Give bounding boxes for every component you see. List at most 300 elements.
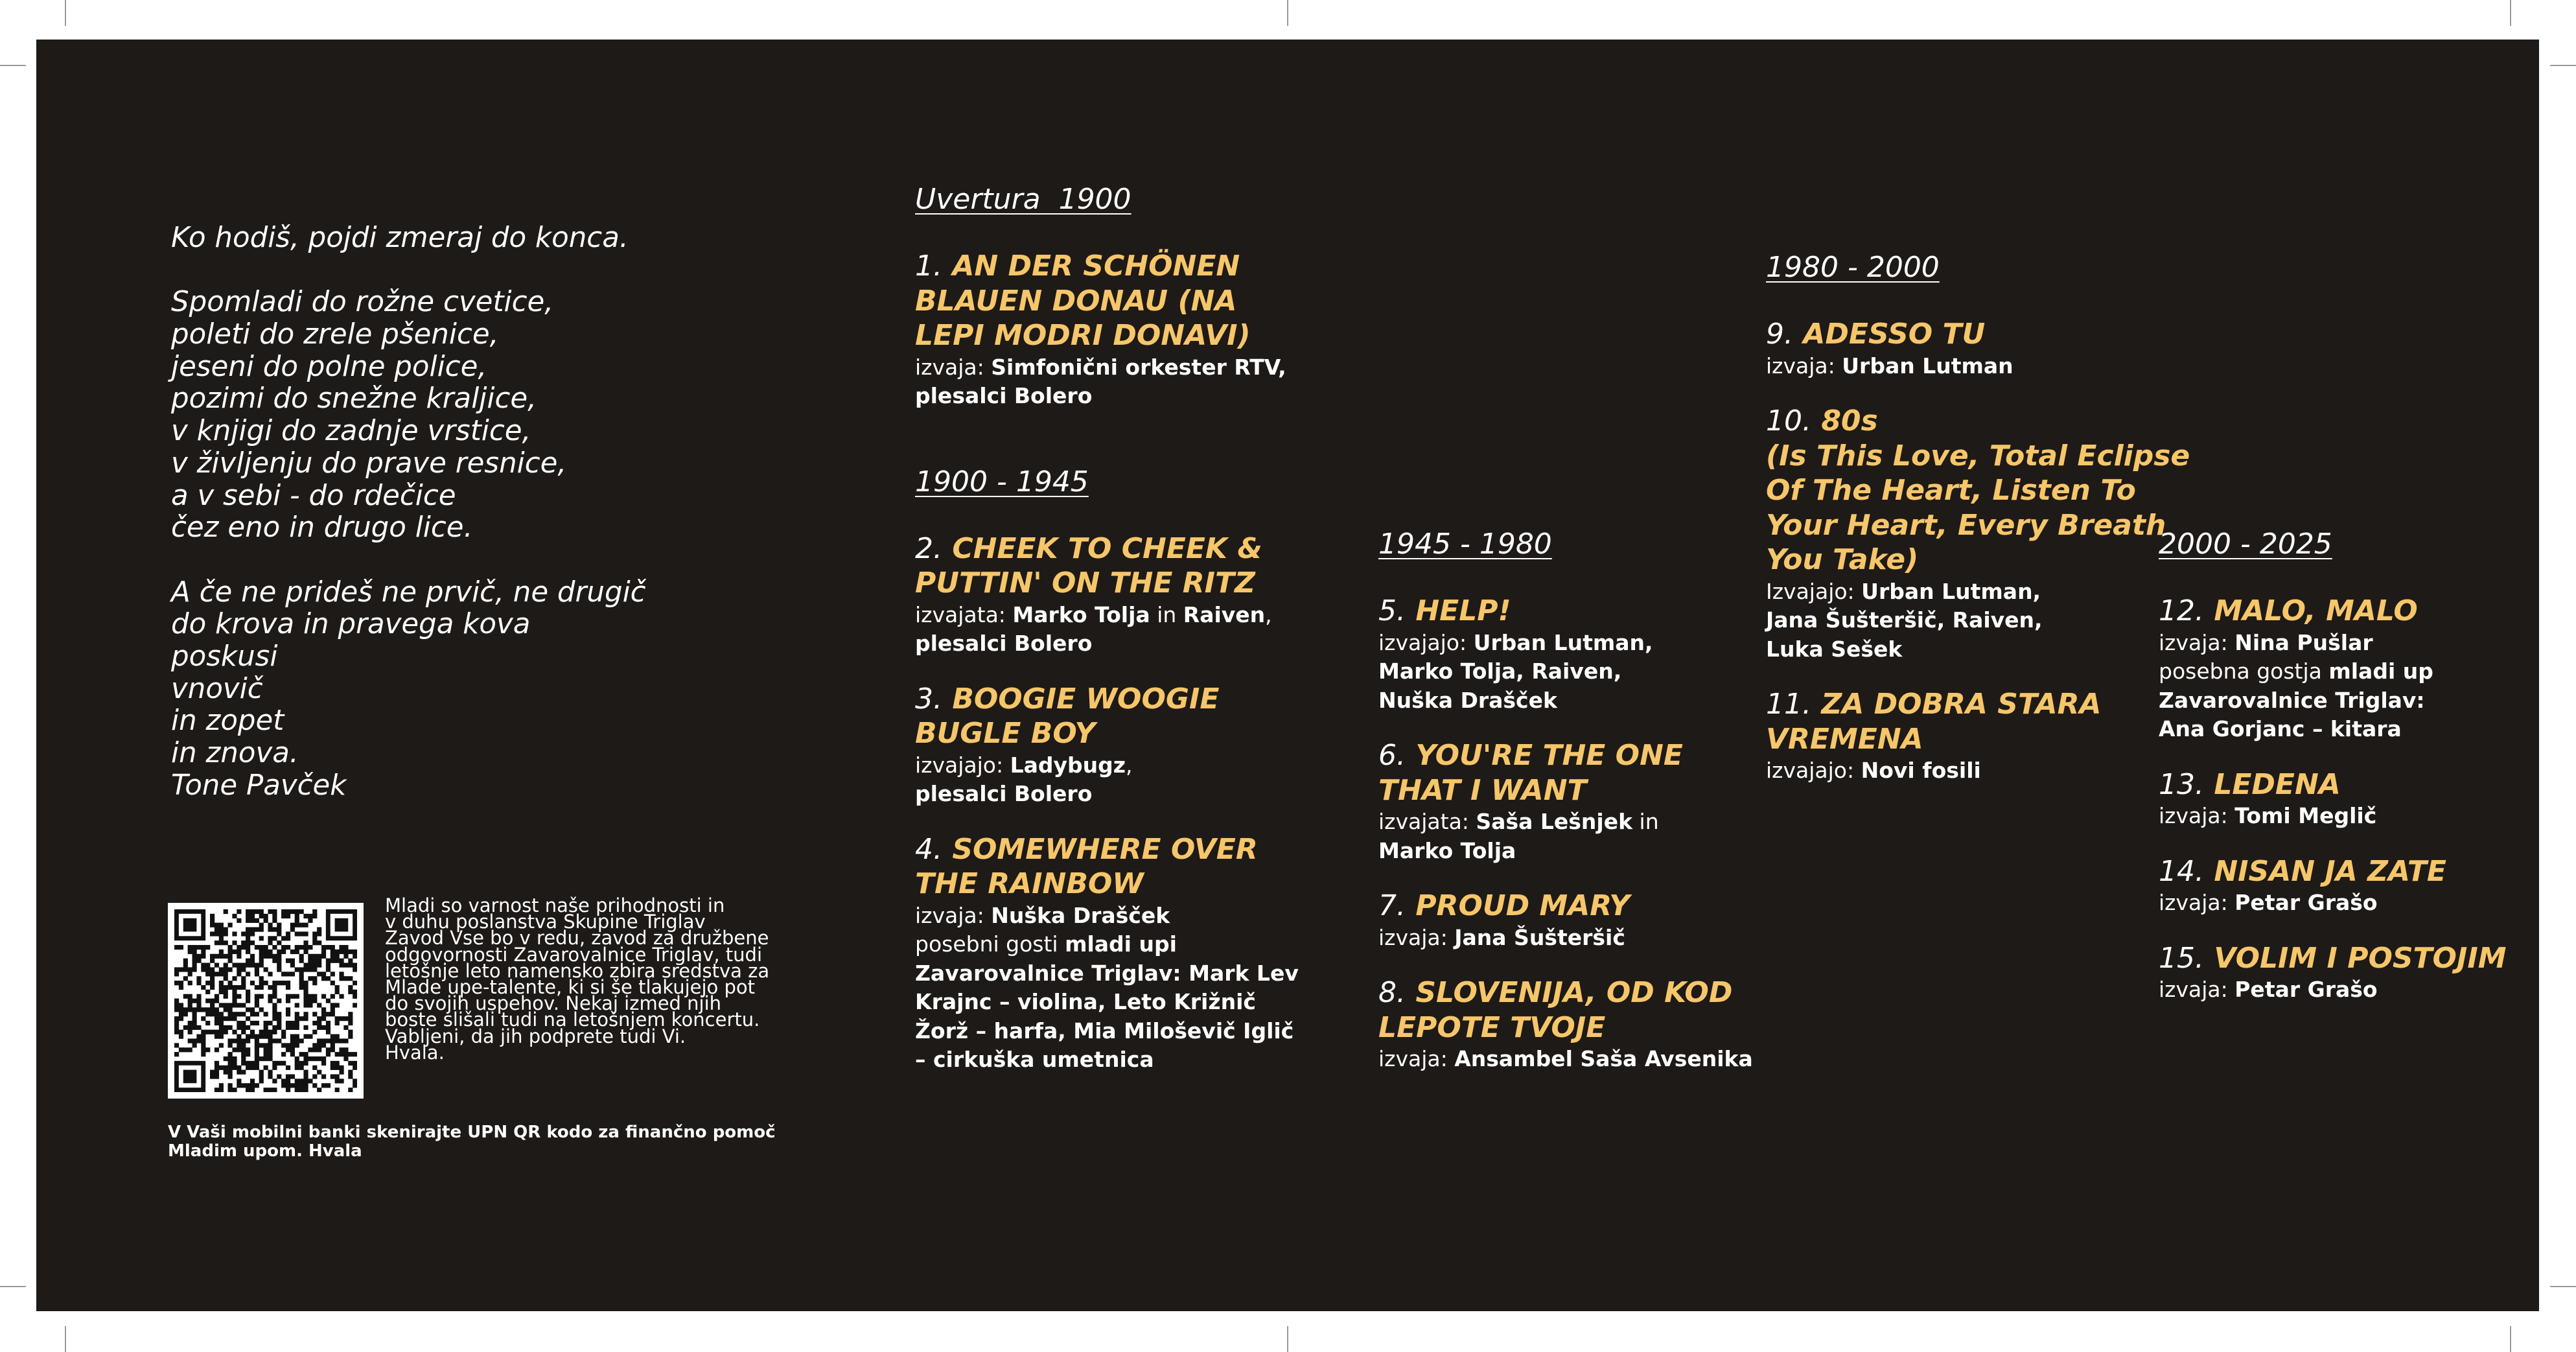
qr-module [299,945,304,950]
qr-module [299,923,304,927]
qr-module [246,1007,250,1012]
qr-module [299,954,304,959]
qr-module [268,999,272,1003]
qr-module [326,1012,331,1016]
qr-module [250,1061,255,1066]
qr-module [215,999,219,1003]
qr-module [281,1034,286,1039]
qr-module [246,945,250,950]
qr-module [295,1078,299,1083]
qr-module [317,954,321,959]
qr-module [174,981,179,985]
qr-module [215,1034,219,1039]
performer-line [915,988,1299,1017]
qr-module [339,950,343,954]
qr-module [259,945,264,950]
qr-module [228,1038,233,1043]
qr-module [250,1078,255,1083]
qr-module [201,967,205,972]
qr-module [196,1038,201,1043]
performers [1766,577,2190,664]
qr-module [277,931,281,936]
qr-module [339,972,343,976]
qr-module [268,909,272,914]
qr-module [246,1034,250,1039]
qr-module [250,1034,255,1039]
qr-module [281,945,286,950]
performer-name: Luka Sešek [1766,636,1903,662]
performers [2159,975,2506,1005]
qr-finder-inner [183,918,197,932]
qr-module [250,940,255,945]
qr-module [196,981,201,985]
song-number: 4. [915,832,942,866]
qr-module [232,931,237,936]
qr-module [259,959,264,963]
qr-module [201,1052,205,1056]
qr-module [299,1038,304,1043]
qr-module [268,1056,272,1061]
performer-name: mladi upi [1065,931,1177,957]
qr-module [196,1007,201,1012]
song-title-text: YOU'RE THE ONE [1415,739,1683,772]
scan-hint-line: Mladim upom. Hvala [168,1141,362,1161]
performer-line [2159,975,2506,1005]
qr-module [331,972,335,976]
qr-module [272,914,277,918]
poem-line: in znova. [171,737,299,769]
qr-module [353,1066,357,1070]
qr-module [335,985,340,990]
qr-module [317,1025,321,1030]
qr-module [277,1061,281,1066]
performer-name: – cirkuška umetnica [915,1047,1154,1072]
qr-module [259,1070,264,1075]
qr-module [286,914,290,918]
qr-module [264,967,268,972]
song-title-line [915,716,1299,751]
qr-module [295,1016,299,1021]
qr-module [237,1078,241,1083]
qr-module [277,1038,281,1043]
song-entry [1766,687,2190,786]
qr-module [224,972,228,976]
qr-module [339,994,343,999]
qr-module [303,1056,308,1061]
qr-module [210,972,215,976]
qr-module [343,945,348,950]
performer-label: izvajata: [1378,809,1476,834]
performer-line [1766,352,2190,381]
qr-module [353,954,357,959]
qr-module [312,1030,317,1034]
era-section [915,465,1299,1075]
song-title-text: NISAN JA ZATE [2214,854,2446,888]
song-entry [1766,404,2190,664]
qr-module [259,963,264,968]
performer-name: plesalci Bolero [915,781,1093,806]
performers [2159,629,2506,744]
era-section [1766,251,2190,786]
qr-module [321,1038,326,1043]
song-title-text: SOMEWHERE OVER [952,832,1258,866]
qr-module [259,981,264,985]
qr-code[interactable] [168,903,364,1099]
qr-module [335,1052,340,1056]
qr-module [353,981,357,985]
qr-module [277,927,281,932]
song-number: 12. [2159,594,2204,627]
era-section [2159,528,2506,1005]
song-number: 6. [1378,739,1406,772]
qr-module [201,1034,205,1039]
performer-name: Petar Grašo [2234,977,2378,1002]
qr-module [246,999,250,1003]
qr-module [224,1056,228,1061]
qr-module [196,976,201,981]
performer-name: Saša Lešnjek [1476,809,1633,834]
song-title-line [2159,594,2506,629]
performer-name: Ana Gorjanc – kitara [2159,716,2402,741]
performer-label: izvaja: [2159,629,2235,655]
qr-module [255,972,259,976]
qr-module [303,1025,308,1030]
performer-name: Ansambel Saša Avsenika [1454,1046,1753,1071]
qr-module [290,972,295,976]
crop-mark [0,65,26,66]
song-number: 2. [915,531,942,565]
qr-module [201,963,205,968]
qr-module [192,1021,197,1025]
qr-module [308,999,312,1003]
qr-module [192,1012,197,1016]
qr-module [192,1038,197,1043]
qr-module [264,1047,268,1052]
qr-module [224,1070,228,1075]
performer-label: izvajajo: [1378,629,1474,655]
qr-module [312,1047,317,1052]
qr-module [237,1025,241,1030]
qr-module [272,1016,277,1021]
qr-module [326,967,331,972]
qr-module [183,967,188,972]
qr-module [299,967,304,972]
qr-module [326,1025,331,1030]
qr-module [174,1030,179,1034]
performer-line [915,959,1299,988]
qr-module [215,1007,219,1012]
qr-module [286,1083,290,1088]
qr-module [348,1016,353,1021]
qr-module [259,936,264,940]
qr-module [224,1007,228,1012]
qr-module [290,1034,295,1039]
qr-module [219,1034,224,1039]
qr-module [219,1066,224,1070]
qr-module [224,1016,228,1021]
qr-module [353,963,357,968]
qr-module [255,945,259,950]
qr-module [210,981,215,985]
qr-module [210,1007,215,1012]
qr-module [264,918,268,923]
qr-module [246,1052,250,1056]
qr-module [250,1021,255,1025]
qr-module [312,981,317,985]
qr-module [232,1016,237,1021]
qr-module [295,1034,299,1039]
scan-hint-line: V Vaši mobilni banki skenirajte UPN QR kodo za finančno pomoč [168,1123,776,1142]
qr-module [255,1038,259,1043]
performer-name: Marko Tolja [1378,837,1516,863]
qr-module [232,1038,237,1043]
qr-module [241,1038,246,1043]
qr-module [353,990,357,994]
qr-module [232,1003,237,1007]
qr-module [241,1061,246,1066]
song-title-line [1766,317,2190,352]
song-number: 8. [1378,976,1406,1009]
qr-module [272,954,277,959]
qr-module [219,950,224,954]
qr-module [219,985,224,990]
qr-module [205,967,210,972]
qr-module [232,1012,237,1016]
qr-module [303,1078,308,1083]
qr-module [343,1016,348,1021]
performer-label: izvaja: [1378,924,1455,950]
qr-module [237,1021,241,1025]
song-title [1378,889,1753,924]
qr-module [264,1052,268,1056]
qr-module [237,1066,241,1070]
qr-module [250,959,255,963]
qr-module [303,990,308,994]
qr-module [290,1083,295,1088]
qr-module [259,1043,264,1047]
qr-module [295,945,299,950]
song-title-line [1378,773,1753,808]
performer-label: Izvajajo: [1766,578,1862,604]
qr-module [179,1003,183,1007]
qr-module [196,1034,201,1039]
qr-module [348,1052,353,1056]
qr-module [295,1012,299,1016]
performer-name: Tomi Meglič [2234,803,2377,828]
qr-module [321,950,326,954]
qr-module [174,1043,179,1047]
qr-module [303,931,308,936]
qr-module [264,1021,268,1025]
qr-module [174,1052,179,1056]
qr-module [290,963,295,968]
qr-module [303,914,308,918]
qr-module [255,1052,259,1056]
qr-module [232,950,237,954]
song-number: 14. [2159,854,2204,888]
qr-module [201,1016,205,1021]
poem-line: Spomladi do rožne cvetice, [171,286,554,319]
qr-module [232,1061,237,1066]
qr-module [255,1061,259,1066]
song-title [1378,594,1753,629]
performer-line [1378,657,1753,686]
song-title-text: Your Heart, Every Breath [1766,508,2166,542]
qr-module [268,950,272,954]
qr-module [215,1012,219,1016]
qr-module [174,1003,179,1007]
qr-module [250,963,255,968]
performer-name: Zavarovalnice Triglav: Mark Lev [915,960,1299,986]
qr-module [250,1088,255,1092]
qr-module [192,1043,197,1047]
donation-line: odgovornosti Zavarovalnice Triglav, tudi [385,943,763,966]
qr-module [224,990,228,994]
qr-module [215,1047,219,1052]
qr-module [264,1034,268,1039]
qr-module [264,950,268,954]
era-heading: Uvertura 1900 [915,183,1131,216]
qr-module [312,994,317,999]
qr-module [286,959,290,963]
song-title-line [2159,767,2506,802]
qr-module [277,959,281,963]
song-title-line [1378,738,1753,773]
qr-module [303,1012,308,1016]
performer-line [915,751,1299,780]
qr-module [281,936,286,940]
qr-module [241,1083,246,1088]
qr-module [259,1007,264,1012]
performer-name: Urban Lutman [1842,353,2013,379]
performer-label: izvajajo: [915,752,1010,778]
qr-module [255,918,259,923]
qr-module [246,918,250,923]
donation-line: do svojih uspehov. Nekaj izmed njih [385,992,722,1015]
song-title-text: BOOGIE WOOGIE [952,682,1220,716]
donation-text [385,894,839,1064]
qr-module [246,914,250,918]
qr-module [237,1070,241,1075]
qr-module [259,954,264,959]
qr-module [201,1007,205,1012]
performer-line [1378,924,1753,953]
performer-name: Krajnc – violina, Leto Križnič [915,989,1256,1014]
qr-module [224,909,228,914]
performer-label: izvaja: [1378,1046,1455,1071]
performer-line [1378,686,1753,716]
qr-module [299,981,304,985]
crop-mark [1287,1326,1288,1352]
qr-module [237,950,241,954]
qr-module [335,1016,340,1021]
song-title-line [2159,941,2506,976]
qr-module [339,945,343,950]
song-number: 13. [2159,767,2204,801]
qr-module [246,1088,250,1092]
song-title [2159,594,2506,629]
qr-module [224,985,228,990]
qr-module [295,923,299,927]
qr-module [299,1088,304,1092]
qr-module [246,1061,250,1066]
qr-module [246,963,250,968]
performer-line [1766,577,2190,607]
qr-module [353,994,357,999]
performer-name: Jana Šušteršič, Raiven, [1766,607,2043,633]
qr-module [219,1016,224,1021]
qr-module [295,918,299,923]
song-number: 15. [2159,941,2204,975]
crop-mark [2510,0,2511,26]
qr-module [290,1074,295,1078]
qr-module [215,1074,219,1078]
qr-module [312,976,317,981]
performer-label: , [1125,752,1133,778]
qr-module [219,1083,224,1088]
song-entry [2159,594,2506,744]
qr-module [290,909,295,914]
qr-module [196,999,201,1003]
qr-module [192,999,197,1003]
qr-module [268,985,272,990]
song-title-line [1378,594,1753,629]
poem-line: v knjigi do zadnje vrstice, [171,415,531,448]
qr-module [188,1047,192,1052]
qr-module [312,1083,317,1088]
qr-module [179,1016,183,1021]
donation-line: v duhu poslanstva Skupine Triglav [385,911,706,933]
qr-module [241,981,246,985]
qr-module [205,1007,210,1012]
song-title-text: VOLIM I POSTOJIM [2214,941,2507,975]
crop-mark [65,1326,66,1352]
song-title-line [915,682,1299,717]
qr-module [237,918,241,923]
qr-module [188,981,192,985]
qr-module [241,1021,246,1025]
qr-module [317,1088,321,1092]
qr-module [286,1012,290,1016]
qr-module [264,914,268,918]
qr-module [224,931,228,936]
qr-module [264,1030,268,1034]
qr-module [215,963,219,968]
qr-module [331,1066,335,1070]
poem-line: jeseni do polne police, [171,350,487,383]
qr-module [312,963,317,968]
qr-module [299,931,304,936]
qr-module [268,954,272,959]
qr-module [264,954,268,959]
qr-module [210,918,215,923]
qr-module [188,967,192,972]
song-number: 10. [1766,404,1811,437]
qr-module [228,967,233,972]
qr-module [308,914,312,918]
era-heading: 1945 - 1980 [1378,528,1552,561]
qr-module [343,1025,348,1030]
performer-label: izvajata: [915,601,1013,627]
qr-module [290,994,295,999]
qr-module [331,1043,335,1047]
qr-module [317,1038,321,1043]
qr-module [303,963,308,968]
song-title [1378,975,1753,1045]
qr-module [210,1012,215,1016]
performer-line [1766,756,2190,786]
qr-module [339,1016,343,1021]
